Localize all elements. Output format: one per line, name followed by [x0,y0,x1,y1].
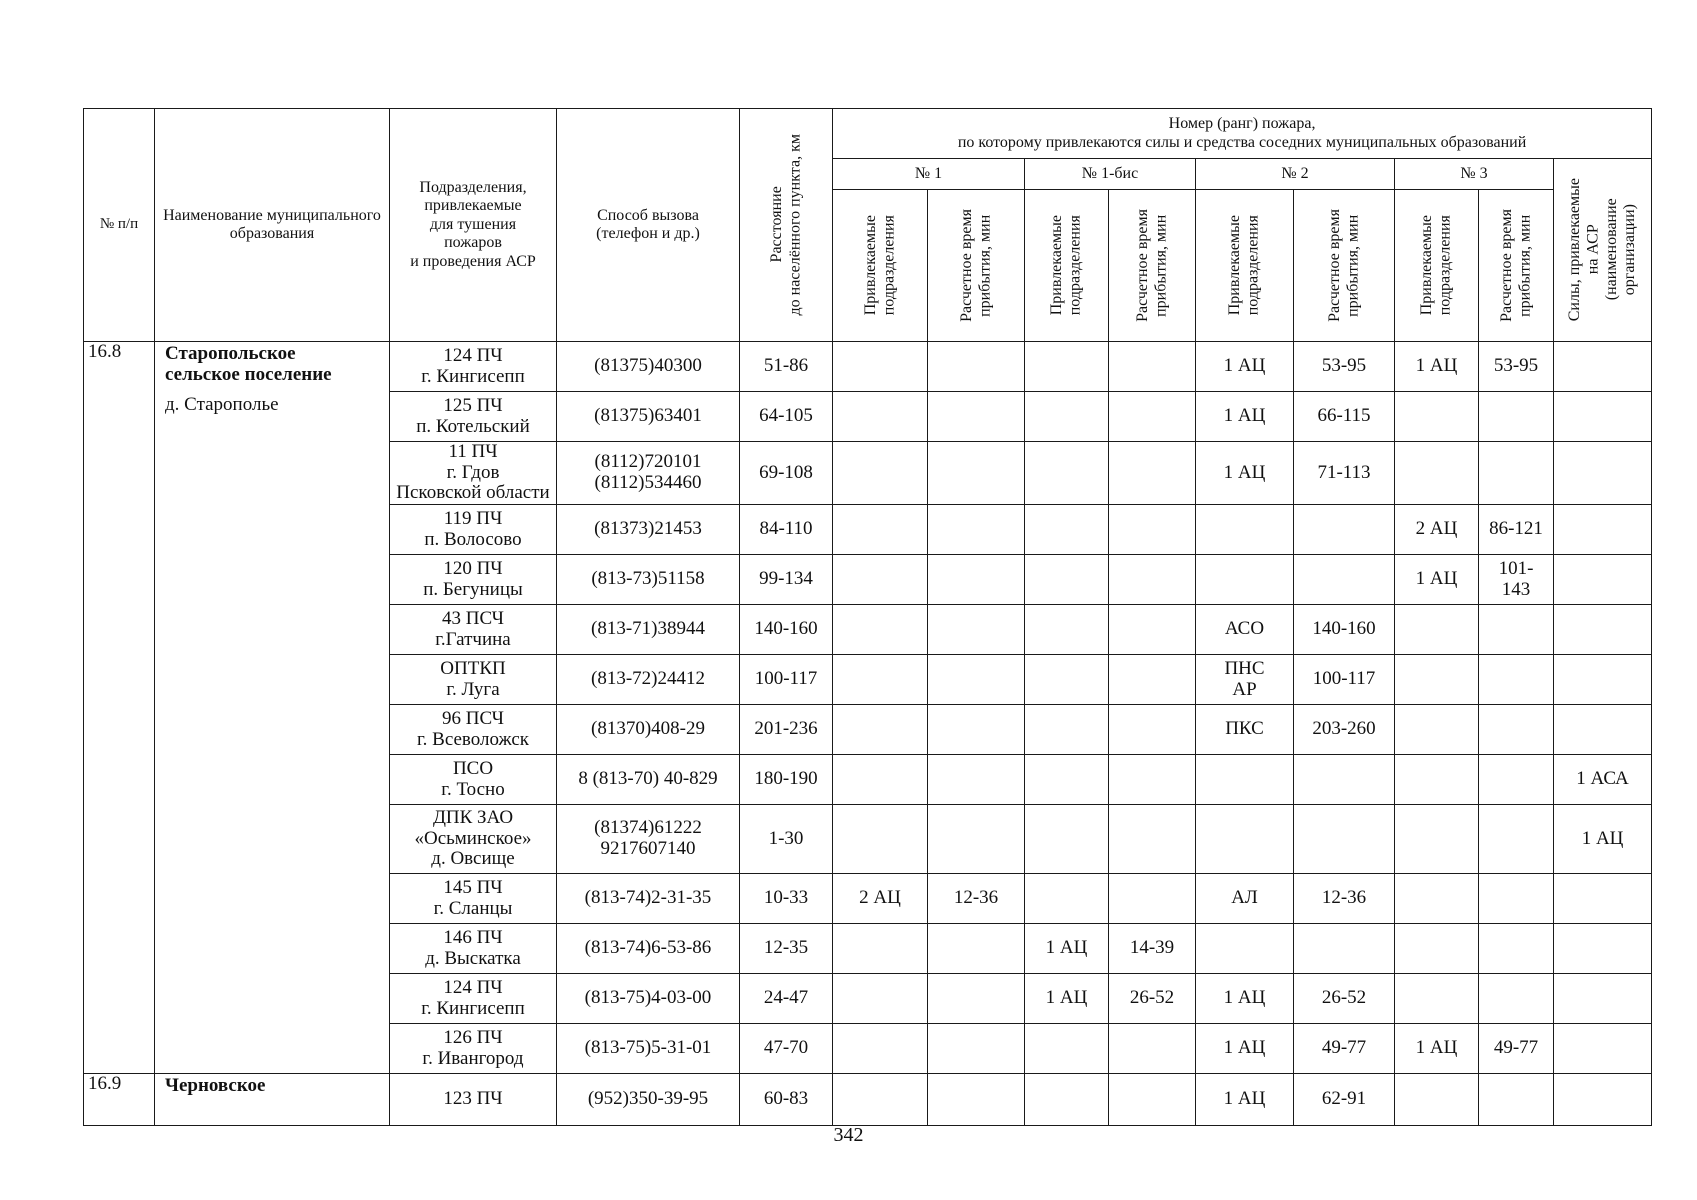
section-number: 16.9 [84,1074,155,1126]
cell-line: ПКС [1225,718,1264,740]
rank1-units-cell [833,655,928,705]
distance-cell: 12-35 [740,924,833,974]
rank1-time-cell [928,1074,1025,1126]
rank1-units-cell [833,924,928,974]
cell-line: (813-75)5-31-01 [584,1037,712,1059]
unit-cell [390,1024,557,1074]
unit-cell [390,342,557,392]
cell-line: 43 ПСЧ [441,607,505,629]
rank1-time-cell: 12-36 [928,874,1025,924]
rank1bis-time-cell [1109,505,1196,555]
asr-cell [1554,705,1652,755]
rank1bis-units-cell: 1 АЦ [1025,924,1109,974]
asr-cell [1554,655,1652,705]
cell-line: п. Волосово [424,528,522,550]
rank2-units-cell [1196,342,1294,392]
cell-line: 143 [1501,578,1531,600]
cell-line: 1 АЦ [1223,405,1266,427]
rank3-time-cell [1479,924,1554,974]
rank1bis-units-cell [1025,874,1109,924]
cell-line: АЛ [1231,887,1258,909]
fire-forces-table [83,108,1652,1126]
rank1-units-cell [833,605,928,655]
rank1-units-cell [833,442,928,505]
rank3-units-cell [1395,874,1479,924]
cell-line: 126 ПЧ [443,1026,503,1048]
cell-line: г. Гдов [446,461,500,483]
rank2-units-cell [1196,505,1294,555]
rank1bis-time-cell [1109,555,1196,605]
municipality-locality: д. Старополье [165,394,279,416]
phone-cell [557,755,740,805]
distance-cell: 84-110 [740,505,833,555]
phone-cell [557,555,740,605]
rank1-units-cell [833,555,928,605]
cell-line: (813-71)38944 [591,618,705,640]
table-row [84,342,1652,392]
rank1-units-cell [833,505,928,555]
cell-line: 145 ПЧ [443,876,503,898]
rank3-time-cell [1479,655,1554,705]
asr-cell [1554,442,1652,505]
cell-line: г. Кингисепп [421,997,525,1019]
municipality-name: Старопольское сельское поселение [165,343,332,385]
header-number: № п/п [84,109,155,342]
phone-cell [557,392,740,442]
rank1bis-time-cell [1109,1024,1196,1074]
asr-cell: 1 АСА [1554,755,1652,805]
rank3-time-cell [1479,555,1554,605]
rank3-time-cell [1479,705,1554,755]
rank1bis-units-cell [1025,392,1109,442]
unit-cell [390,555,557,605]
phone-cell [557,974,740,1024]
rank1bis-units-cell [1025,555,1109,605]
header-r1bis-units: Привлекаемые подразделения [1025,190,1109,342]
rank3-units-cell: 1 АЦ [1395,555,1479,605]
cell-line: 120 ПЧ [443,557,503,579]
rank2-time-cell: 66-115 [1294,392,1395,442]
cell-line: (813-74)2-31-35 [584,887,712,909]
phone-cell [557,605,740,655]
distance-cell: 10-33 [740,874,833,924]
rank1-units-cell [833,705,928,755]
cell-line: (8112)720101 [594,451,702,473]
page-number: 342 [833,1124,864,1146]
rank2-time-cell: 203-260 [1294,705,1395,755]
distance-cell: 69-108 [740,442,833,505]
phone-cell [557,1024,740,1074]
rank3-time-cell [1479,874,1554,924]
rank2-time-cell [1294,805,1395,874]
asr-cell [1554,874,1652,924]
rank3-time-cell [1479,505,1554,555]
header-distance: Расстояние до населённого пункта, км [740,109,833,342]
header-rank-2: № 2 [1196,159,1395,190]
cell-line: п. Бегуницы [423,578,523,600]
unit-cell [390,924,557,974]
rank1-time-cell [928,555,1025,605]
rank1-units-cell [833,1024,928,1074]
cell-line: 119 ПЧ [443,507,503,529]
cell-line: (81370)408-29 [591,718,705,740]
rank1-time-cell [928,505,1025,555]
rank2-time-cell: 12-36 [1294,874,1395,924]
unit-cell [390,705,557,755]
rank1-time-cell [928,974,1025,1024]
rank1-units-cell [833,342,928,392]
rank1bis-units-cell [1025,505,1109,555]
cell-line: (81373)21453 [594,518,702,540]
rank1-units-cell [833,974,928,1024]
rank3-units-cell [1395,974,1479,1024]
rank1bis-units-cell [1025,755,1109,805]
cell-line: 124 ПЧ [443,344,503,366]
unit-cell [390,505,557,555]
rank1-units-cell [833,805,928,874]
distance-cell: 47-70 [740,1024,833,1074]
rank2-time-cell [1294,555,1395,605]
rank2-units-cell [1196,392,1294,442]
cell-line: д. Выскатка [425,947,521,969]
header-call-method: Способ вызова (телефон и др.) [557,109,740,342]
rank3-units-cell [1395,705,1479,755]
distance-cell: 51-86 [740,342,833,392]
cell-line: г. Всеволожск [417,728,529,750]
cell-line: 8 (813-70) 40-829 [578,768,718,790]
rank1bis-units-cell [1025,805,1109,874]
rank1-time-cell [928,705,1025,755]
rank1bis-units-cell [1025,705,1109,755]
cell-line: 9217607140 [600,838,696,859]
cell-line: (81374)61222 [594,817,702,839]
cell-line: (81375)63401 [594,405,702,427]
cell-line: 53-95 [1493,355,1539,377]
rank1bis-time-cell: 26-52 [1109,974,1196,1024]
unit-cell: 123 ПЧ [390,1074,557,1126]
municipality-name: Черновское [155,1074,390,1126]
cell-line: АСО [1224,618,1265,640]
unit-cell [390,755,557,805]
rank1bis-units-cell [1025,442,1109,505]
asr-cell [1554,505,1652,555]
rank1-units-cell: 2 АЦ [833,874,928,924]
distance-cell: 24-47 [740,974,833,1024]
unit-cell [390,442,557,505]
unit-cell [390,655,557,705]
rank1bis-time-cell [1109,755,1196,805]
header-r2-time: Расчетное время прибытия, мин [1294,190,1395,342]
distance-cell: 180-190 [740,755,833,805]
rank1bis-time-cell [1109,1074,1196,1126]
rank2-units-cell [1196,1024,1294,1074]
cell-line: 1 АЦ [1223,987,1266,1009]
header-rank-1bis: № 1-бис [1025,159,1196,190]
phone-cell [557,705,740,755]
cell-line: 1 АЦ [1223,1037,1266,1059]
cell-line: (8112)534460 [594,472,702,493]
header-rank-3: № 3 [1395,159,1554,190]
distance-cell: 64-105 [740,392,833,442]
rank1-units-cell [833,755,928,805]
cell-line: (813-75)4-03-00 [584,987,712,1009]
rank3-time-cell [1479,805,1554,874]
phone-cell [557,805,740,874]
header-r3-units: Привлекаемые подразделения [1395,190,1479,342]
asr-cell: 1 АЦ [1554,805,1652,874]
header-units: Подразделения, привлекаемые для тушения пожаров и проведения АСР [390,109,557,342]
cell-line: 1 АЦ [1223,461,1266,483]
unit-cell [390,805,557,874]
rank2-units-cell [1196,655,1294,705]
distance-cell: 100-117 [740,655,833,705]
distance-cell: 140-160 [740,605,833,655]
cell-line: г. Кингисепп [421,365,525,387]
cell-line: 125 ПЧ [443,394,503,416]
cell-line: 96 ПСЧ [441,707,505,729]
rank2-time-cell: 71-113 [1294,442,1395,505]
rank2-units-cell [1196,705,1294,755]
rank3-time-cell [1479,605,1554,655]
asr-cell [1554,392,1652,442]
phone-cell [557,874,740,924]
section-number: 16.8 [84,342,155,1074]
distance-cell: 1-30 [740,805,833,874]
asr-cell [1554,605,1652,655]
rank1bis-time-cell: 14-39 [1109,924,1196,974]
rank3-time-cell [1479,974,1554,1024]
rank1-time-cell [928,755,1025,805]
header-rank-title: Номер (ранг) пожара, по которому привлекаются силы и средства соседних муниципальных образований [833,109,1652,159]
header-rank-1: № 1 [833,159,1025,190]
cell-line: (813-72)24412 [591,668,705,690]
rank2-time-cell: 49-77 [1294,1024,1395,1074]
rank1bis-units-cell [1025,1074,1109,1126]
rank2-time-cell [1294,924,1395,974]
rank2-units-cell [1196,442,1294,505]
rank3-units-cell [1395,605,1479,655]
rank3-units-cell: 1 АЦ [1395,1024,1479,1074]
rank1-time-cell [928,924,1025,974]
cell-line: ОПТКП [440,657,506,679]
rank1-time-cell [928,342,1025,392]
table-body [84,342,1652,1126]
asr-cell [1554,1074,1652,1126]
unit-cell [390,605,557,655]
rank3-units-cell [1395,655,1479,705]
phone-cell [557,342,740,392]
cell-line: Псковской области [396,482,550,504]
municipality-cell [155,342,390,1074]
rank3-time-cell [1479,1024,1554,1074]
cell-line: 101- [1498,557,1534,579]
rank2-units-cell [1196,874,1294,924]
rank2-time-cell: 100-117 [1294,655,1395,705]
distance-cell: 201-236 [740,705,833,755]
phone-cell [557,655,740,705]
asr-cell [1554,974,1652,1024]
cell-line: ДПК ЗАО [432,807,514,829]
header-r3-time: Расчетное время прибытия, мин [1479,190,1554,342]
rank1-time-cell [928,605,1025,655]
rank3-time-cell [1479,442,1554,505]
rank2-units-cell [1196,605,1294,655]
rank1bis-time-cell [1109,605,1196,655]
rank1bis-time-cell [1109,655,1196,705]
rank3-time-cell [1479,755,1554,805]
rank1-time-cell [928,392,1025,442]
rank3-units-cell [1395,805,1479,874]
rank1bis-units-cell: 1 АЦ [1025,974,1109,1024]
rank2-time-cell: 140-160 [1294,605,1395,655]
rank1-time-cell [928,655,1025,705]
header-r1bis-time: Расчетное время прибытия, мин [1109,190,1196,342]
cell-line: ПНС [1224,657,1265,679]
rank2-units-cell [1196,924,1294,974]
rank1bis-units-cell [1025,342,1109,392]
header-asr-forces: Силы, привлекаемые на АСР (наименование организации) [1554,159,1652,342]
unit-cell [390,974,557,1024]
phone-cell: (952)350-39-95 [557,1074,740,1126]
rank3-units-cell [1395,755,1479,805]
cell-line: 1 АЦ [1223,355,1266,377]
asr-cell [1554,924,1652,974]
rank3-time-cell [1479,1074,1554,1126]
cell-line: п. Котельский [416,415,530,437]
cell-line: 49-77 [1493,1037,1539,1059]
rank2-time-cell: 26-52 [1294,974,1395,1024]
header-r1-units: Привлекаемые подразделения [833,190,928,342]
rank1bis-time-cell [1109,874,1196,924]
rank3-time-cell [1479,392,1554,442]
rank3-units-cell [1395,924,1479,974]
rank1-units-cell [833,1074,928,1126]
cell-line: (813-73)51158 [591,568,705,590]
cell-line: 86-121 [1489,518,1543,540]
asr-cell [1554,342,1652,392]
cell-line: АР [1232,678,1257,700]
rank2-time-cell: 62-91 [1294,1074,1395,1126]
header-r2-units: Привлекаемые подразделения [1196,190,1294,342]
rank2-time-cell: 53-95 [1294,342,1395,392]
distance-cell: 99-134 [740,555,833,605]
rank1bis-time-cell [1109,342,1196,392]
rank1-time-cell [928,1024,1025,1074]
cell-line: г. Ивангород [422,1047,524,1069]
rank1bis-time-cell [1109,705,1196,755]
rank1bis-time-cell [1109,805,1196,874]
rank1-time-cell [928,805,1025,874]
rank1bis-units-cell [1025,655,1109,705]
cell-line: д. Овсище [431,848,515,870]
unit-cell [390,874,557,924]
cell-line: (813-74)6-53-86 [584,937,712,959]
cell-line: г. Луга [446,678,500,700]
rank2-time-cell [1294,755,1395,805]
cell-line: г.Гатчина [435,628,511,650]
asr-cell [1554,1024,1652,1074]
rank3-units-cell: 1 АЦ [1395,342,1479,392]
rank1bis-units-cell [1025,605,1109,655]
cell-line: 124 ПЧ [443,976,503,998]
rank2-units-cell: 1 АЦ [1196,1074,1294,1126]
cell-line: «Осьминское» [414,827,532,849]
cell-line: (81375)40300 [594,355,702,377]
rank1-time-cell [928,442,1025,505]
table-row [84,1074,1652,1126]
phone-cell [557,442,740,505]
header-municipality: Наименование муниципального образования [155,109,390,342]
rank3-units-cell [1395,442,1479,505]
phone-cell [557,505,740,555]
rank3-units-cell [1395,1074,1479,1126]
rank1bis-time-cell [1109,442,1196,505]
rank1bis-units-cell [1025,1024,1109,1074]
rank2-units-cell [1196,555,1294,605]
rank1-units-cell [833,392,928,442]
rank3-units-cell [1395,392,1479,442]
cell-line: 11 ПЧ [448,441,498,463]
rank2-units-cell [1196,805,1294,874]
rank2-units-cell [1196,755,1294,805]
phone-cell [557,924,740,974]
rank1bis-time-cell [1109,392,1196,442]
header-r1-time: Расчетное время прибытия, мин [928,190,1025,342]
rank3-time-cell [1479,342,1554,392]
distance-cell: 60-83 [740,1074,833,1126]
rank2-time-cell [1294,505,1395,555]
rank2-units-cell [1196,974,1294,1024]
unit-cell [390,392,557,442]
cell-line: г. Тосно [441,778,505,800]
cell-line: г. Сланцы [433,897,513,919]
asr-cell [1554,555,1652,605]
cell-line: ПСО [452,757,494,779]
cell-line: 146 ПЧ [443,926,503,948]
rank3-units-cell: 2 АЦ [1395,505,1479,555]
